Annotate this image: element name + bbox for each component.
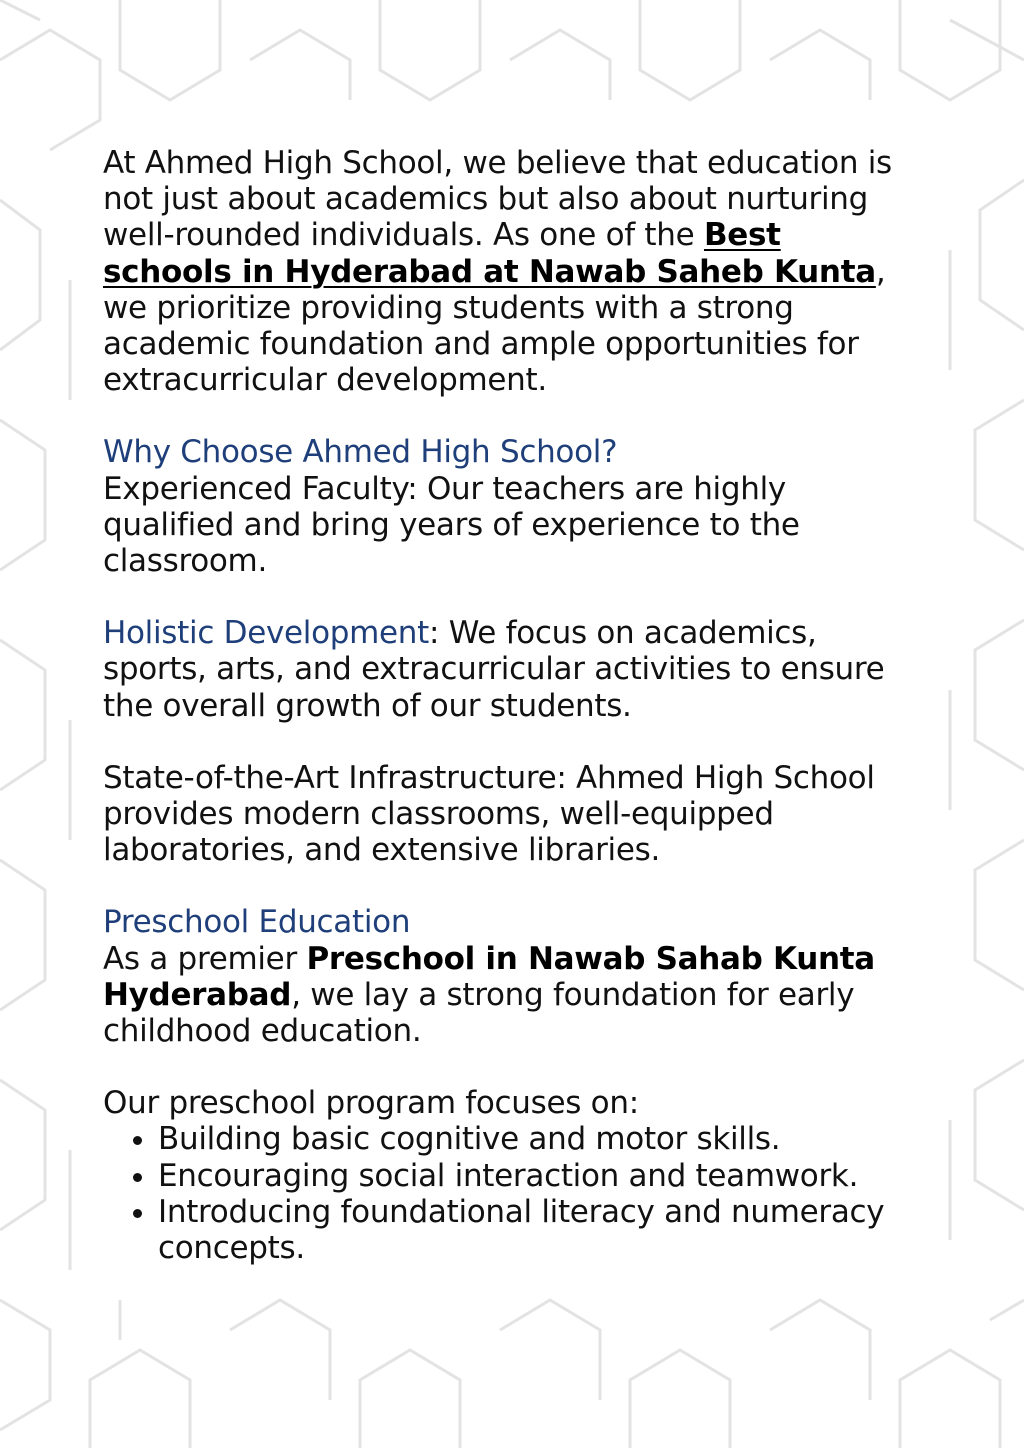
why-choose-heading: Why Choose Ahmed High School? (103, 434, 618, 471)
list-item: • Introducing foundational literacy and numeracy concepts. (158, 1194, 915, 1266)
holistic-label: Holistic Development (103, 615, 430, 652)
list-item: • Encouraging social interaction and teamwork. (158, 1158, 915, 1194)
intro-text-after: , we prioritize providing students with a strong academic foundation and ample opportunities for extracurricular development. (103, 253, 886, 399)
preschool-text-after: , we lay a strong foundation for early childhood education. (103, 976, 855, 1050)
preschool-text-before: As a premier (103, 940, 307, 977)
article-body (103, 145, 915, 1266)
holistic-paragraph (103, 615, 915, 724)
infrastructure-paragraph: State-of-the-Art Infrastructure: Ahmed High School provides modern classrooms, well-equipped laboratories, and extensive libraries. (103, 759, 875, 869)
list-item: • Building basic cognitive and motor skills. (158, 1121, 915, 1157)
spacer (103, 398, 915, 434)
preschool-heading: Preschool Education (103, 904, 411, 941)
program-list (103, 1121, 915, 1266)
faculty-paragraph: Experienced Faculty: Our teachers are highly qualified and bring years of experience to the classroom. (103, 470, 800, 580)
spacer (103, 1049, 915, 1085)
spacer (103, 579, 915, 615)
holistic-text: : We focus on academics, sports, arts, and extracurricular activities to ensure the overall growth of our students. (103, 615, 885, 724)
intro-paragraph (103, 145, 915, 398)
best-schools-link[interactable]: Best schools in Hyderabad at Nawab Saheb Kunta (103, 217, 876, 290)
preschool-keyword: Preschool in Nawab Sahab Kunta Hyderabad (103, 940, 875, 1013)
preschool-paragraph (103, 941, 915, 1050)
spacer (103, 868, 915, 904)
spacer (103, 724, 915, 760)
program-intro: Our preschool program focuses on: (103, 1085, 639, 1122)
intro-text-before: At Ahmed High School, we believe that education is not just about academics but also about nurturing well-rounded individuals. As one of the (103, 145, 892, 254)
